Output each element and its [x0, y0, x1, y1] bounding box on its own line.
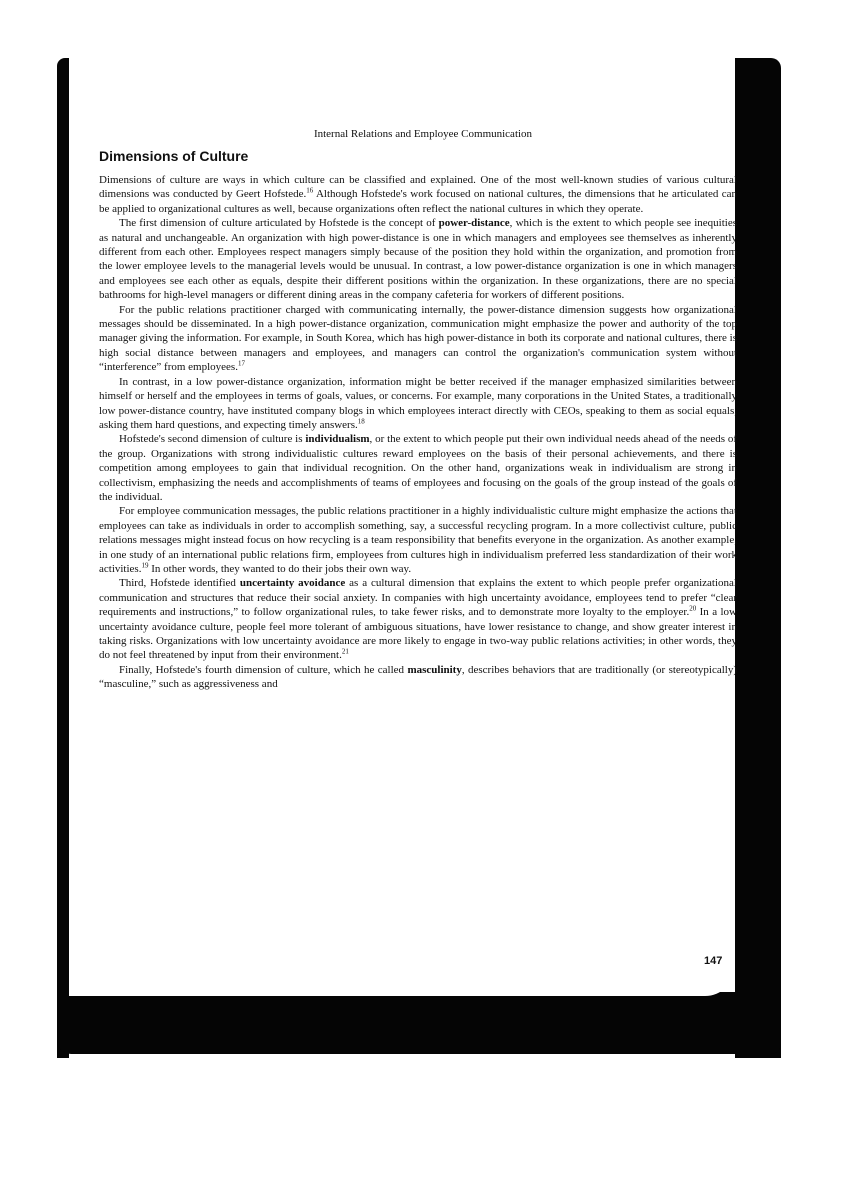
footnote-ref: 20	[689, 604, 697, 613]
text-run: In contrast, in a low power-distance organization, information might be better received if the manager emphasized similarities between himself or herself and the employees in terms of goals, values, or concerns. For example, many corporations in the United States, a traditionally low power-distance country, have instituted company blogs in which employees interact directly with CEOs, speaking to them as social equals, asking them hard questions, and expecting timely answers.	[99, 375, 737, 431]
paragraph	[99, 375, 737, 433]
scan-page-edge	[69, 958, 735, 996]
paragraph	[99, 432, 737, 504]
key-term: power-distance	[438, 217, 510, 230]
text-run: For employee communication messages, the public relations practitioner in a highly individualistic culture might emphasize the actions that employees can take as individuals in order to accomplish something, say, a successful recycling program. In a more collectivist culture, public relations messages might instead focus on how recycling is a team responsibility that benefits everyone in the organization. As another example, in one study of an international public relations firm, employees from cultures high in individualism preferred less standardization of their work activities.	[99, 505, 737, 575]
scan-border-left	[57, 58, 69, 1058]
text-run: The first dimension of culture articulated by Hofstede is the concept of	[119, 217, 439, 230]
paragraph	[99, 216, 737, 302]
paragraph	[99, 663, 737, 692]
paragraph	[99, 576, 737, 662]
paragraph	[99, 173, 737, 216]
running-head: Internal Relations and Employee Communication	[313, 128, 533, 140]
scan-border-right	[735, 58, 781, 1058]
footnote-ref: 18	[357, 417, 365, 426]
footnote-ref: 21	[341, 647, 349, 656]
text-run: Third, Hofstede identified	[119, 577, 240, 590]
footnote-ref: 19	[141, 561, 149, 570]
text-run: , or the extent to which people put their own individual needs ahead of the needs of the group. Organizations with strong individualistic cultures reward employees on the basis of their personal achievements, and there is competition among employees to gain that individual recognition. On the other hand, organizations weak in individualism are strong in collectivism, emphasizing the needs and accomplishments of teams of employees and focusing on the goals of the group instead of the goals of the individual.	[99, 433, 737, 503]
text-run: Hofstede's second dimension of culture is	[119, 433, 306, 446]
footnote-ref: 16	[306, 186, 314, 195]
scan-border-bottom	[57, 992, 781, 1054]
text-run: In a low uncertainty avoidance culture, people feel more tolerant of ambiguous situations, have lower resistance to change, and show greater interest in taking risks. Organizations with low uncertainty avoidance are more likely to engage in two-way public relations activities; in other words, they do not feel threatened by input from their environment.	[99, 606, 737, 662]
body-text	[99, 173, 737, 692]
paragraph	[99, 303, 737, 375]
text-run: Finally, Hofstede's fourth dimension of culture, which he called	[119, 663, 408, 676]
footnote-ref: 17	[237, 359, 245, 368]
text-run: In other words, they wanted to do their jobs their own way.	[148, 562, 412, 575]
text-run: For the public relations practitioner charged with communicating internally, the power-distance dimension suggests how organizational messages should be disseminated. In a high power-distance organization, communication might emphasize the power and authority of the top manager giving the information. For example, in South Korea, which has high power-distance in both its corporate and national cultures, there is high social distance between managers and employees, and managers can control the organization's communication system without “interference” from employees.	[99, 303, 737, 374]
text-run: Although Hofstede's work focused on national cultures, the dimensions that he articulated can be applied to organizational cultures as well, because organizations often reflect the national cultures in which they operate.	[99, 188, 737, 215]
book-page	[99, 128, 737, 692]
section-heading: Dimensions of Culture	[99, 148, 249, 164]
text-run: as a cultural dimension that explains the extent to which people prefer organizational communication and structures that reduce their social anxiety. In companies with high uncertainty avoidance, employees tend to prefer “clear requirements and instructions,” to follow organizational rules, to take fewer risks, and to demonstrate more loyalty to the employer.	[99, 577, 737, 619]
key-term: masculinity	[407, 663, 462, 676]
page-number: 147	[704, 955, 723, 967]
key-term: uncertainty avoidance	[239, 577, 346, 590]
text-run: , which is the extent to which people see inequities as natural and unchangeable. An organization with high power-distance is one in which managers and employees see themselves as inherently different from each other. Employees respect managers simply because of the position they hold within the organization, and promotion from the lower employee levels to the managerial levels would be unusual. In contrast, a low power-distance organization is one in which managers and employees see each other as equals, despite their different positions within the organization. In these organizations, there are no special bathrooms for high-level managers or different dining areas in the company cafeteria for workers of different positions.	[99, 217, 737, 302]
key-term: individualism	[305, 433, 370, 446]
paragraph	[99, 504, 737, 576]
text-run: , describes behaviors that are traditionally (or stereotypically) “masculine,” such as aggressiveness and	[99, 663, 737, 691]
text-run: Dimensions of culture are ways in which culture can be classified and explained. One of the most well-known studies of various cultural dimensions was conducted by Geert Hofstede.	[99, 174, 737, 201]
